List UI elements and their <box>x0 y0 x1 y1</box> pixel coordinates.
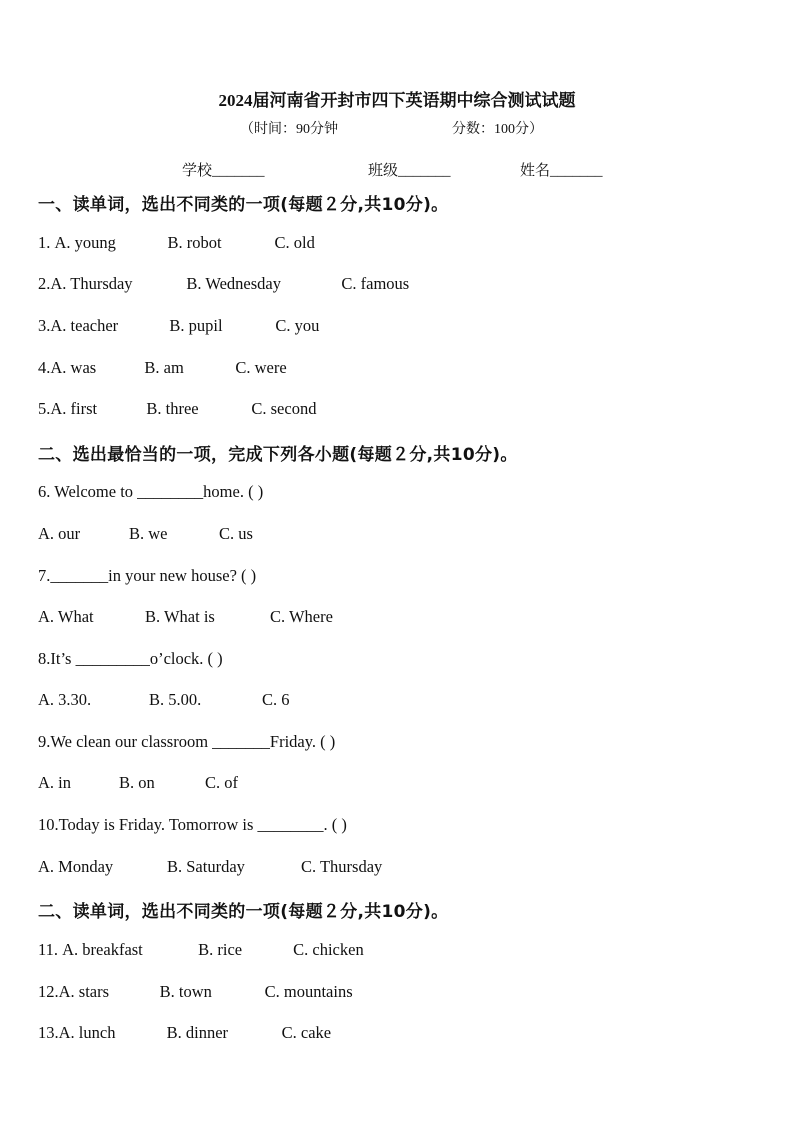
question-6-options <box>38 524 253 544</box>
option-a: A. in <box>38 773 71 792</box>
question-2 <box>38 274 409 294</box>
option-b: B. robot <box>167 233 222 252</box>
option-c: C. 6 <box>262 690 290 709</box>
option-c: C. second <box>251 399 317 418</box>
question-8-options <box>38 690 290 710</box>
option-b: B. pupil <box>169 316 223 335</box>
section-2-heading: 二、选出最恰当的一项，完成下列各小题(每题２分,共10分)。 <box>38 445 518 465</box>
name-field: 姓名_______ <box>520 163 603 179</box>
question-11 <box>38 940 364 960</box>
option-b: B. three <box>146 399 199 418</box>
school-field: 学校_______ <box>182 163 265 179</box>
option-a: A. was <box>50 358 97 377</box>
question-9-options <box>38 773 238 793</box>
section-1-heading: 一、读单词，选出不同类的一项(每题２分,共10分)。 <box>38 195 449 215</box>
option-a: A. lunch <box>58 1023 116 1042</box>
option-a: A. stars <box>58 982 110 1001</box>
question-9-stem: 9.We clean our classroom _______Friday. ( ) <box>38 732 336 751</box>
section-3-heading: 二、读单词，选出不同类的一项(每题２分,共10分)。 <box>38 902 449 922</box>
option-c: C. Thursday <box>301 857 383 876</box>
option-c: C. were <box>235 358 287 377</box>
option-c: C. famous <box>341 274 410 293</box>
question-13 <box>38 1023 331 1043</box>
option-b: B. dinner <box>166 1023 229 1042</box>
option-b: B. town <box>159 982 212 1001</box>
question-12 <box>38 982 353 1002</box>
question-6-stem: 6. Welcome to ________home. ( ) <box>38 482 264 501</box>
option-c: C. old <box>274 233 315 252</box>
question-1 <box>38 233 315 253</box>
document-title: 2024届河南省开封市四下英语期中综合测试试题 <box>218 91 576 110</box>
question-number: 12. <box>38 982 59 1001</box>
option-c: C. mountains <box>264 982 353 1001</box>
exam-score: 分数：100分） <box>452 122 543 137</box>
option-a: A. our <box>38 524 81 543</box>
question-8-stem: 8.It’s _________o’clock. ( ) <box>38 649 223 668</box>
question-number: 3. <box>38 316 51 335</box>
option-b: B. on <box>119 773 155 792</box>
option-b: B. Saturday <box>167 857 245 876</box>
option-c: C. Where <box>270 607 333 626</box>
option-c: C. cake <box>281 1023 332 1042</box>
option-b: B. 5.00. <box>149 690 202 709</box>
option-b: B. rice <box>198 940 243 959</box>
question-number: 11. <box>38 940 63 959</box>
option-c: C. chicken <box>293 940 364 959</box>
question-7-stem: 7._______in your new house? ( ) <box>38 566 257 585</box>
question-7-options <box>38 607 333 627</box>
option-b: B. Wednesday <box>186 274 281 293</box>
question-10-options <box>38 857 382 877</box>
option-c: C. you <box>275 316 320 335</box>
exam-time: （时间：90分钟 <box>240 122 338 137</box>
option-c: C. of <box>205 773 238 792</box>
question-number: 4. <box>38 358 51 377</box>
class-field: 班级_______ <box>368 163 451 179</box>
option-c: C. us <box>219 524 253 543</box>
option-a: A. Monday <box>38 857 114 876</box>
option-a: A. What <box>38 607 94 626</box>
question-number: 2. <box>38 274 51 293</box>
option-a: A. young <box>54 233 116 252</box>
question-3 <box>38 316 319 336</box>
option-a: A. Thursday <box>50 274 133 293</box>
option-a: A. first <box>50 399 98 418</box>
question-10-stem: 10.Today is Friday. Tomorrow is ________. ( ) <box>38 815 347 834</box>
question-number: 5. <box>38 399 51 418</box>
option-a: A. teacher <box>50 316 119 335</box>
option-b: B. What is <box>145 607 215 626</box>
option-b: B. am <box>144 358 184 377</box>
option-b: B. we <box>129 524 168 543</box>
question-4 <box>38 358 287 378</box>
option-a: A. 3.30. <box>38 690 92 709</box>
option-a: A. breakfast <box>62 940 143 959</box>
question-5 <box>38 399 316 419</box>
question-number: 13. <box>38 1023 59 1042</box>
question-number: 1. <box>38 233 55 252</box>
